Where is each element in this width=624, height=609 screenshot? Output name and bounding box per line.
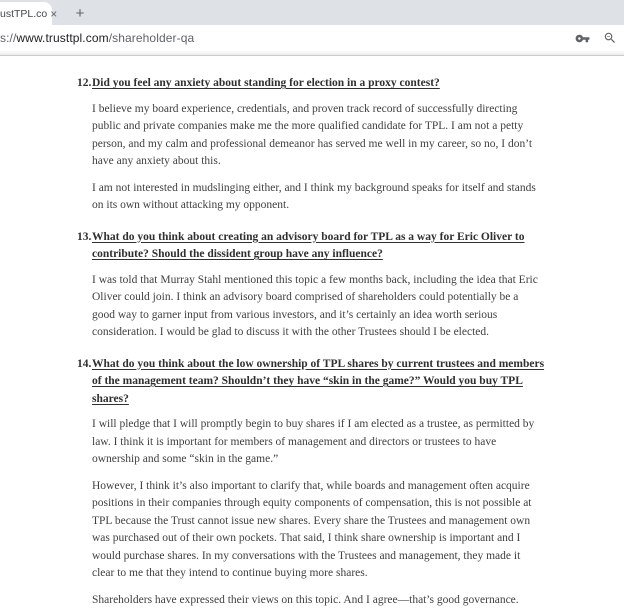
question-number: 13. <box>77 229 92 264</box>
new-tab-button[interactable]: + <box>72 5 88 21</box>
zoom-icon[interactable] <box>603 31 617 45</box>
close-icon[interactable]: × <box>50 8 57 20</box>
answer-paragraph: Shareholders have expressed their views on this topic. And I agree—that’s good governance. <box>92 592 544 609</box>
answer-paragraph: I believe my board experience, credentials, and proven track record of successfully directing public and private companies make me the more qualified candidate for TPL. I am not a petty person, and my calm and professional demeanor has served me well in my career, so no, I don’t have any anxiety about this. <box>92 101 544 171</box>
answer-paragraph: I am not interested in mudslinging either, and I think my background speaks for itself and stands on its own without attacking my opponent. <box>92 180 544 215</box>
question-text: What do you think about creating an advisory board for TPL as a way for Eric Oliver to contribute? Should the dissident group have any influence? <box>92 229 546 264</box>
address-bar <box>0 25 624 51</box>
answer-paragraph: However, I think it’s also important to clarify that, while boards and management often acquire positions in their companies through equity components of compensation, this is not possible at TPL because the Trust cannot issue new shares. Every share the Trustees and management own was purchased out of their own pockets. That said, I think share ownership is important and I would purchase shares. In my conversations with the Trustees and management, they made it clear to me that they intend to continue buying more shares. <box>92 478 544 583</box>
qa-item <box>77 356 546 609</box>
question-12 <box>77 75 546 93</box>
tab-strip <box>0 0 624 25</box>
question-text: Did you feel any anxiety about standing for election in a proxy contest? <box>92 75 440 93</box>
question-number: 12. <box>77 75 92 93</box>
question-number: 14. <box>77 356 92 409</box>
answer-paragraph: I will pledge that I will promptly begin to buy shares if I am elected as a trustee, as permitted by law. I think it is important for members of management and directors or trustees to have ownership and some “skin in the game.” <box>92 416 544 469</box>
qa-item <box>77 75 546 215</box>
browser-tab[interactable] <box>0 2 52 25</box>
key-icon[interactable] <box>575 31 590 46</box>
qa-item <box>77 229 546 342</box>
question-text: What do you think about the low ownership of TPL shares by current trustees and members of the management team? Shouldn’t they have “skin in the game?” Would you buy TPL shares? <box>92 356 546 409</box>
url-text[interactable] <box>0 31 194 45</box>
url-scheme: s:// <box>0 31 16 45</box>
question-14 <box>77 356 546 409</box>
url-path: /shareholder-qa <box>109 31 195 45</box>
tab-title: ustTPL.co <box>0 8 47 20</box>
shareholder-qa-document <box>0 56 624 609</box>
question-13 <box>77 229 546 264</box>
url-domain: www.trusttpl.com <box>16 31 108 45</box>
toolbar-icon-group <box>575 31 617 46</box>
answer-paragraph: I was told that Murray Stahl mentioned this topic a few months back, including the idea that Eric Oliver could join. I think an advisory board comprised of shareholders could potentially be a good way to garner input from various investors, and it’s certainly an idea worth serious consideration. I would be glad to discuss it with the other Trustees should I be elected. <box>92 272 544 342</box>
